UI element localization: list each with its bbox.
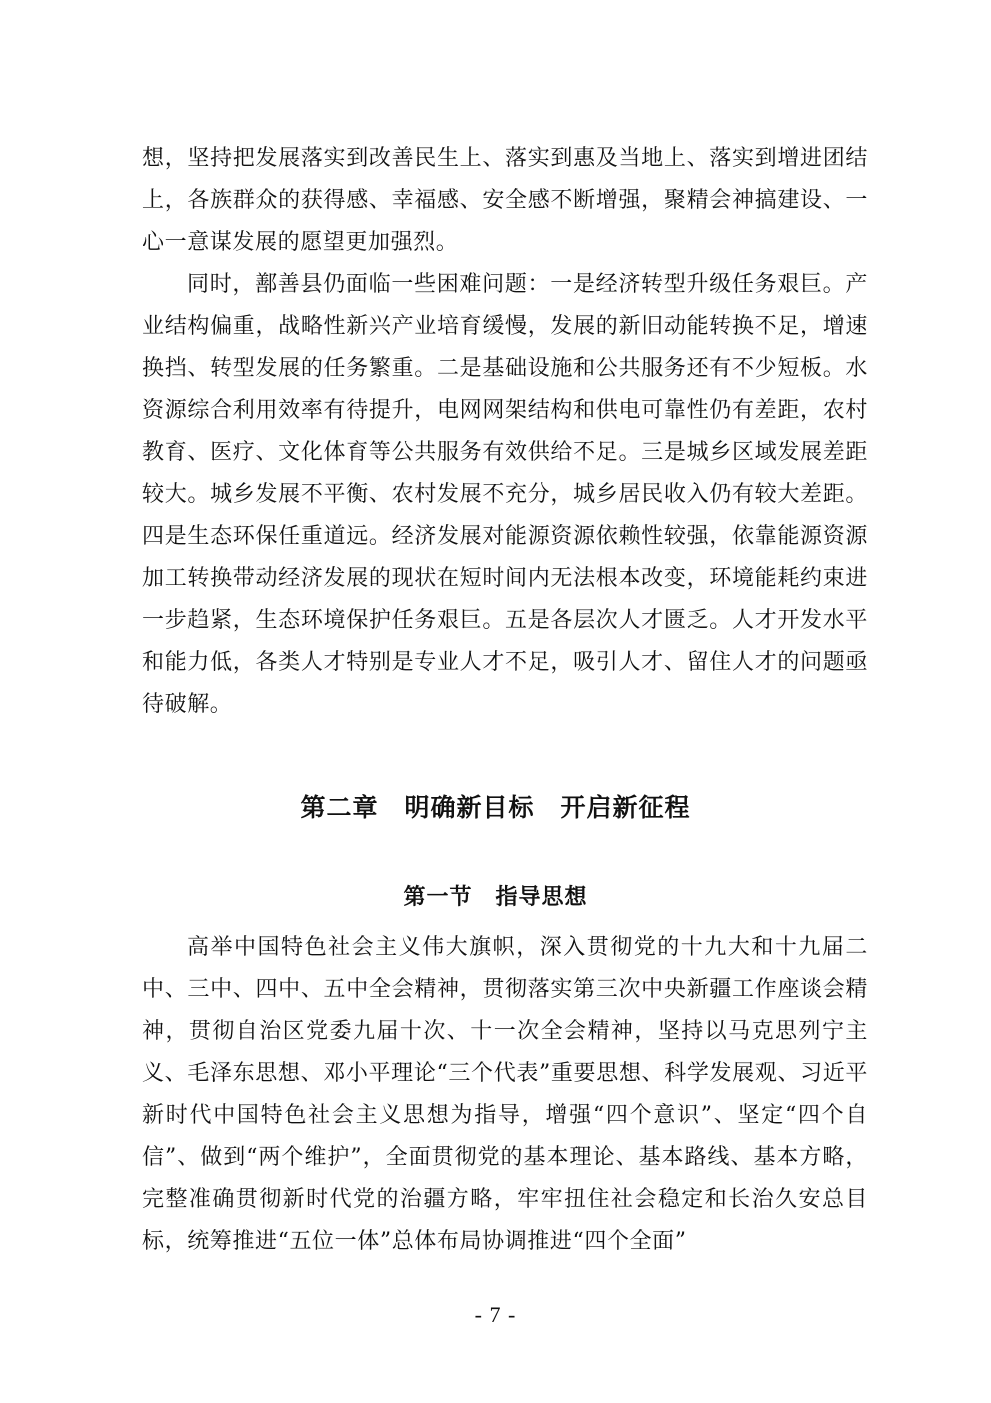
continued-paragraph: 想，坚持把发展落实到改善民生上、落实到惠及当地上、落实到增进团结上，各族群众的获得感、幸福感、安全感不断增强，聚精会神搞建设、一心一意谋发展的愿望更加强烈。 — [142, 146, 868, 255]
guiding-paragraph: 高举中国特色社会主义伟大旗帜，深入贯彻党的十九大和十九届二中、三中、四中、五中全会精神，贯彻落实第三次中央新疆工作座谈会精神，贯彻自治区党委九届十次、十一次全会精神，坚持以马克思列宁主义、毛泽东思想、邓小平理论“三个代表”重要思想、科学发展观、习近平新时代中国特色社会主义思想为指导，增强“四个意识”、坚定“四个自信”、做到“两个维护”，全面贯彻党的基本理论、基本路线、基本方略，完整准确贯彻新时代党的治疆方略，牢牢扭住社会稳定和长治久安总目标，统筹推进“五位一体”总体布局协调推进“四个全面” — [142, 935, 868, 1254]
chapter-title: 第二章 明确新目标 开启新征程 — [300, 793, 691, 822]
body-text-lower — [142, 927, 868, 1263]
problems-paragraph: 同时，鄯善县仍面临一些困难问题：一是经济转型升级任务艰巨。产业结构偏重，战略性新兴产业培育缓慢，发展的新旧动能转换不足，增速换挡、转型发展的任务繁重。二是基础设施和公共服务还有不少短板。水资源综合利用效率有待提升，电网网架结构和供电可靠性仍有差距，农村教育、医疗、文化体育等公共服务有效供给不足。三是城乡区域发展差距较大。城乡发展不平衡、农村发展不充分，城乡居民收入仍有较大差距。四是生态环保任重道远。经济发展对能源资源依赖性较强，依靠能源资源加工转换带动经济发展的现状在短时间内无法根本改变，环境能耗约束进一步趋紧，生态环境保护任务艰巨。五是各层次人才匮乏。人才开发水平和能力低，各类人才特别是专业人才不足，吸引人才、留住人才的问题亟待破解。 — [142, 272, 868, 717]
page-number: - 7 - — [474, 1302, 517, 1327]
body-text-upper — [142, 138, 868, 726]
section-title: 第一节 指导思想 — [403, 885, 588, 910]
